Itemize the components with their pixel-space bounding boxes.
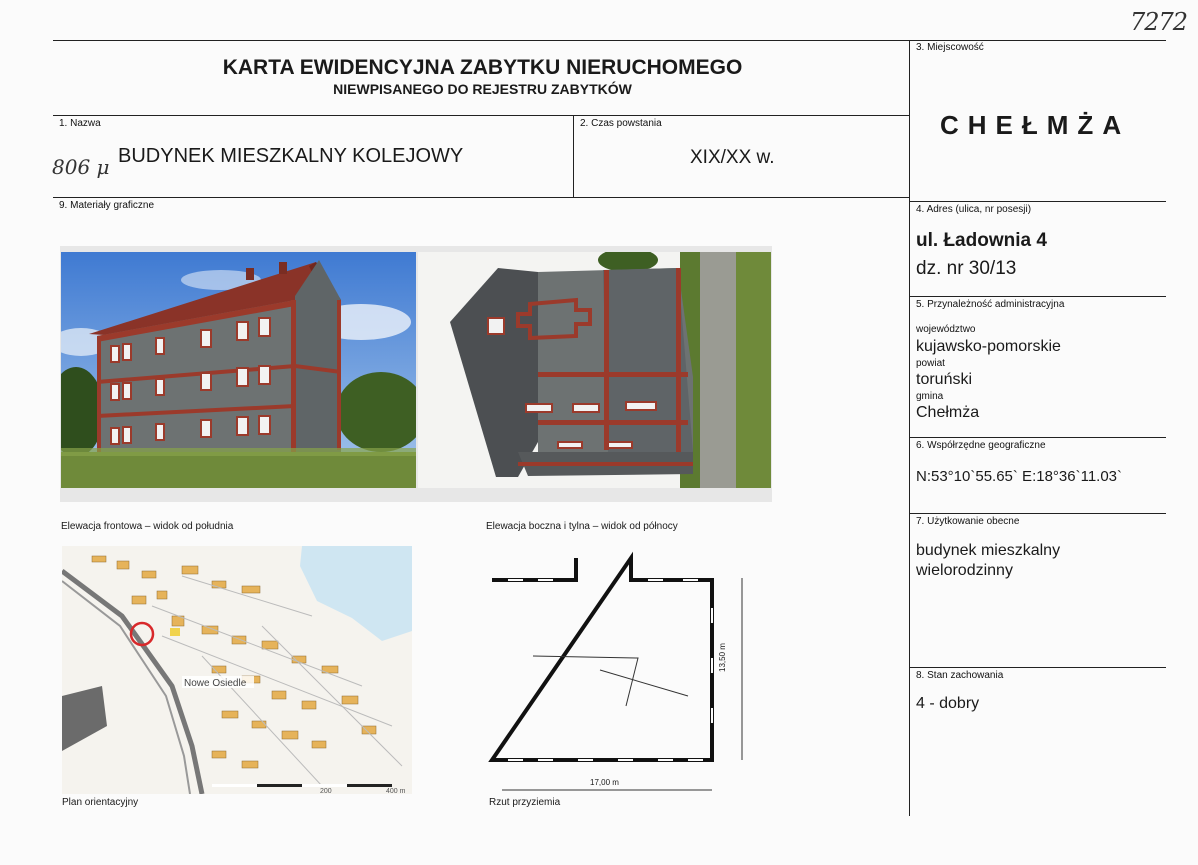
handwritten-number-top: 7272 bbox=[1130, 8, 1188, 36]
gmina-value: Chełmża bbox=[916, 404, 980, 421]
frame-top-line bbox=[53, 40, 1166, 41]
gmina-label: gmina bbox=[916, 391, 944, 402]
frame-divider-right-column bbox=[909, 40, 910, 816]
map-scale-200: 200 bbox=[320, 788, 332, 795]
powiat-label: powiat bbox=[916, 358, 945, 369]
caption-front: Elewacja frontowa – widok od południa bbox=[61, 521, 234, 532]
wojewodztwo-value: kujawsko-pomorskie bbox=[916, 338, 1061, 355]
document-subtitle: NIEWPISANEGO DO REJESTRU ZABYTKÓW bbox=[333, 81, 632, 97]
frame-line-right-6 bbox=[909, 437, 1166, 438]
adres-line2: dz. nr 30/13 bbox=[916, 258, 1017, 279]
frame-line-right-8 bbox=[909, 667, 1166, 668]
wojewodztwo-label: województwo bbox=[916, 324, 976, 335]
handwritten-number-left: 806 μ bbox=[52, 155, 110, 179]
caption-plan: Plan orientacyjny bbox=[62, 797, 139, 808]
wspolrzedne-label: 6. Współrzędne geograficzne bbox=[916, 440, 1046, 451]
czas-value: XIX/XX w. bbox=[690, 147, 775, 168]
document-title: KARTA EWIDENCYJNA ZABYTKU NIERUCHOMEGO bbox=[222, 56, 743, 79]
frame-line-above-graphics bbox=[53, 197, 909, 198]
orientation-map bbox=[62, 546, 412, 794]
map-place-label: Nowe Osiedle bbox=[184, 678, 247, 689]
frame-divider-name-date bbox=[573, 115, 574, 197]
czas-label: 2. Czas powstania bbox=[580, 118, 662, 129]
miejscowosc-label: 3. Miejscowość bbox=[916, 42, 984, 53]
caption-rzut: Rzut przyziemia bbox=[489, 797, 561, 808]
wspolrzedne-value: N:53°10`55.65` E:18°36`11.03` bbox=[916, 468, 1123, 485]
adres-line1: ul. Ładownia 4 bbox=[916, 230, 1047, 251]
frame-line-right-5 bbox=[909, 296, 1166, 297]
frame-line-under-header bbox=[53, 115, 909, 116]
map-scale-400: 400 m bbox=[386, 788, 406, 795]
uzytkowanie-line2: wielorodzinny bbox=[916, 562, 1013, 579]
powiat-value: toruński bbox=[916, 371, 973, 388]
materialy-label: 9. Materiały graficzne bbox=[59, 200, 155, 211]
side-elevation-photo bbox=[418, 252, 771, 488]
floorplan-width-label: 17,00 m bbox=[590, 778, 619, 787]
front-elevation-photo bbox=[61, 252, 416, 488]
stan-value: 4 - dobry bbox=[916, 695, 980, 712]
stan-label: 8. Stan zachowania bbox=[916, 670, 1004, 681]
floorplan-height-label: 13,50 m bbox=[718, 643, 727, 672]
caption-side: Elewacja boczna i tylna – widok od północy bbox=[486, 521, 678, 532]
frame-line-right-7 bbox=[909, 513, 1166, 514]
adres-label: 4. Adres (ulica, nr posesji) bbox=[916, 204, 1032, 215]
miejscowosc-value: CHEŁMŻA bbox=[940, 110, 1131, 140]
przynaleznosc-label: 5. Przynależność administracyjna bbox=[916, 299, 1065, 310]
frame-line-right-4 bbox=[909, 201, 1166, 202]
nazwa-value: BUDYNEK MIESZKALNY KOLEJOWY bbox=[118, 145, 464, 167]
uzytkowanie-label: 7. Użytkowanie obecne bbox=[916, 516, 1020, 527]
uzytkowanie-line1: budynek mieszkalny bbox=[916, 542, 1061, 559]
nazwa-label: 1. Nazwa bbox=[59, 118, 101, 129]
floor-plan bbox=[478, 548, 758, 798]
